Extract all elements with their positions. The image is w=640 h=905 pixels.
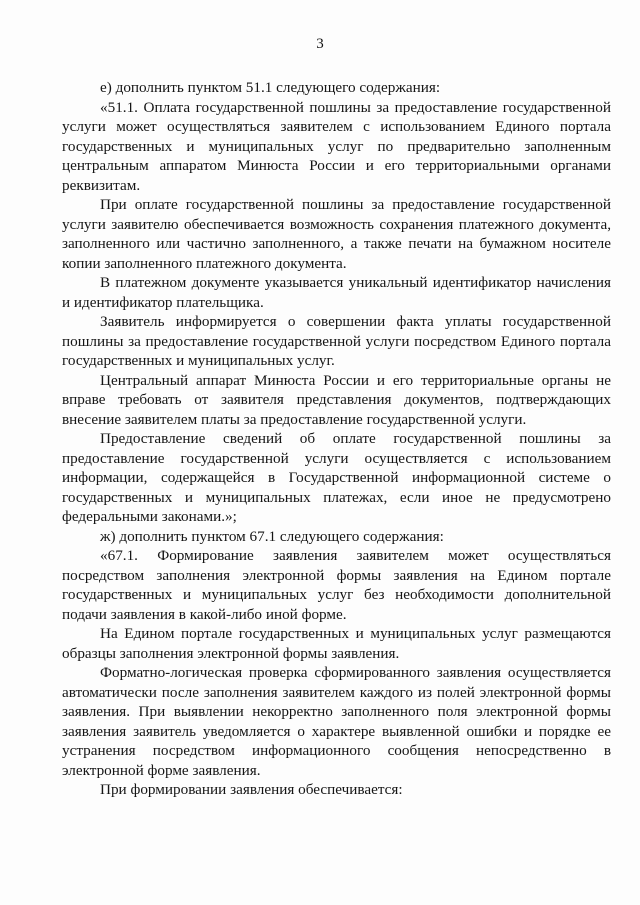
paragraph: е) дополнить пунктом 51.1 следующего содержания: <box>100 79 441 96</box>
paragraph: На Едином портале государственных и муниципальных услуг размещаются образцы заполнения электронной формы заявления. <box>62 625 611 662</box>
document-body <box>62 78 611 800</box>
paragraph: Форматно-логическая проверка сформированного заявления осуществляется автоматически после заполнения заявителем каждого из полей электронной формы заявления. При выявлении некорректно заполненного поля электронной формы заявления заявитель уведомляется о характере выявленной ошибки и порядке ее устранения посредством информационного сообщения непосредственно в электронной форме заявления. <box>62 664 611 779</box>
paragraph: Предоставление сведений об оплате государственной пошлины за предоставление государственной услуги осуществляется с использованием информации, содержащейся в Государственной информационной системе о государственных и муниципальных платежах, если иное не предусмотрено федеральными законами.»; <box>62 430 611 525</box>
paragraph: В платежном документе указывается уникальный идентификатор начисления и идентификатор плательщика. <box>62 274 611 311</box>
page-number: 3 <box>316 36 324 52</box>
paragraph: «67.1. Формирование заявления заявителем может осуществляться посредством заполнения электронной формы заявления на Едином портале государственных и муниципальных услуг без необходимости дополнительной подачи заявления в какой-либо иной форме. <box>62 547 611 623</box>
paragraph: ж) дополнить пунктом 67.1 следующего содержания: <box>100 527 444 545</box>
paragraph: Заявитель информируется о совершении факта уплаты государственной пошлины за предоставление государственной услуги посредством Единого портала государственных и муниципальных услуг. <box>62 313 611 369</box>
paragraph: При оплате государственной пошлины за предоставление государственной услуги заявителю обеспечивается возможность сохранения платежного документа, заполненного или частично заполненного, а также печати на бумажном носителе копии заполненного платежного документа. <box>62 196 611 272</box>
paragraph: Центральный аппарат Минюста России и его территориальные органы не вправе требовать от заявителя представления документов, подтверждающих внесение заявителем платы за предоставление государственной услуги. <box>62 371 611 428</box>
paragraph: «51.1. Оплата государственной пошлины за предоставление государственной услуги может осуществляться заявителем с использованием Единого портала государственных и муниципальных услуг по предварительно заполненным центральным аппаратом Минюста России и его территориальными органами реквизитам. <box>62 98 611 194</box>
paragraph: При формировании заявления обеспечивается: <box>100 781 403 798</box>
